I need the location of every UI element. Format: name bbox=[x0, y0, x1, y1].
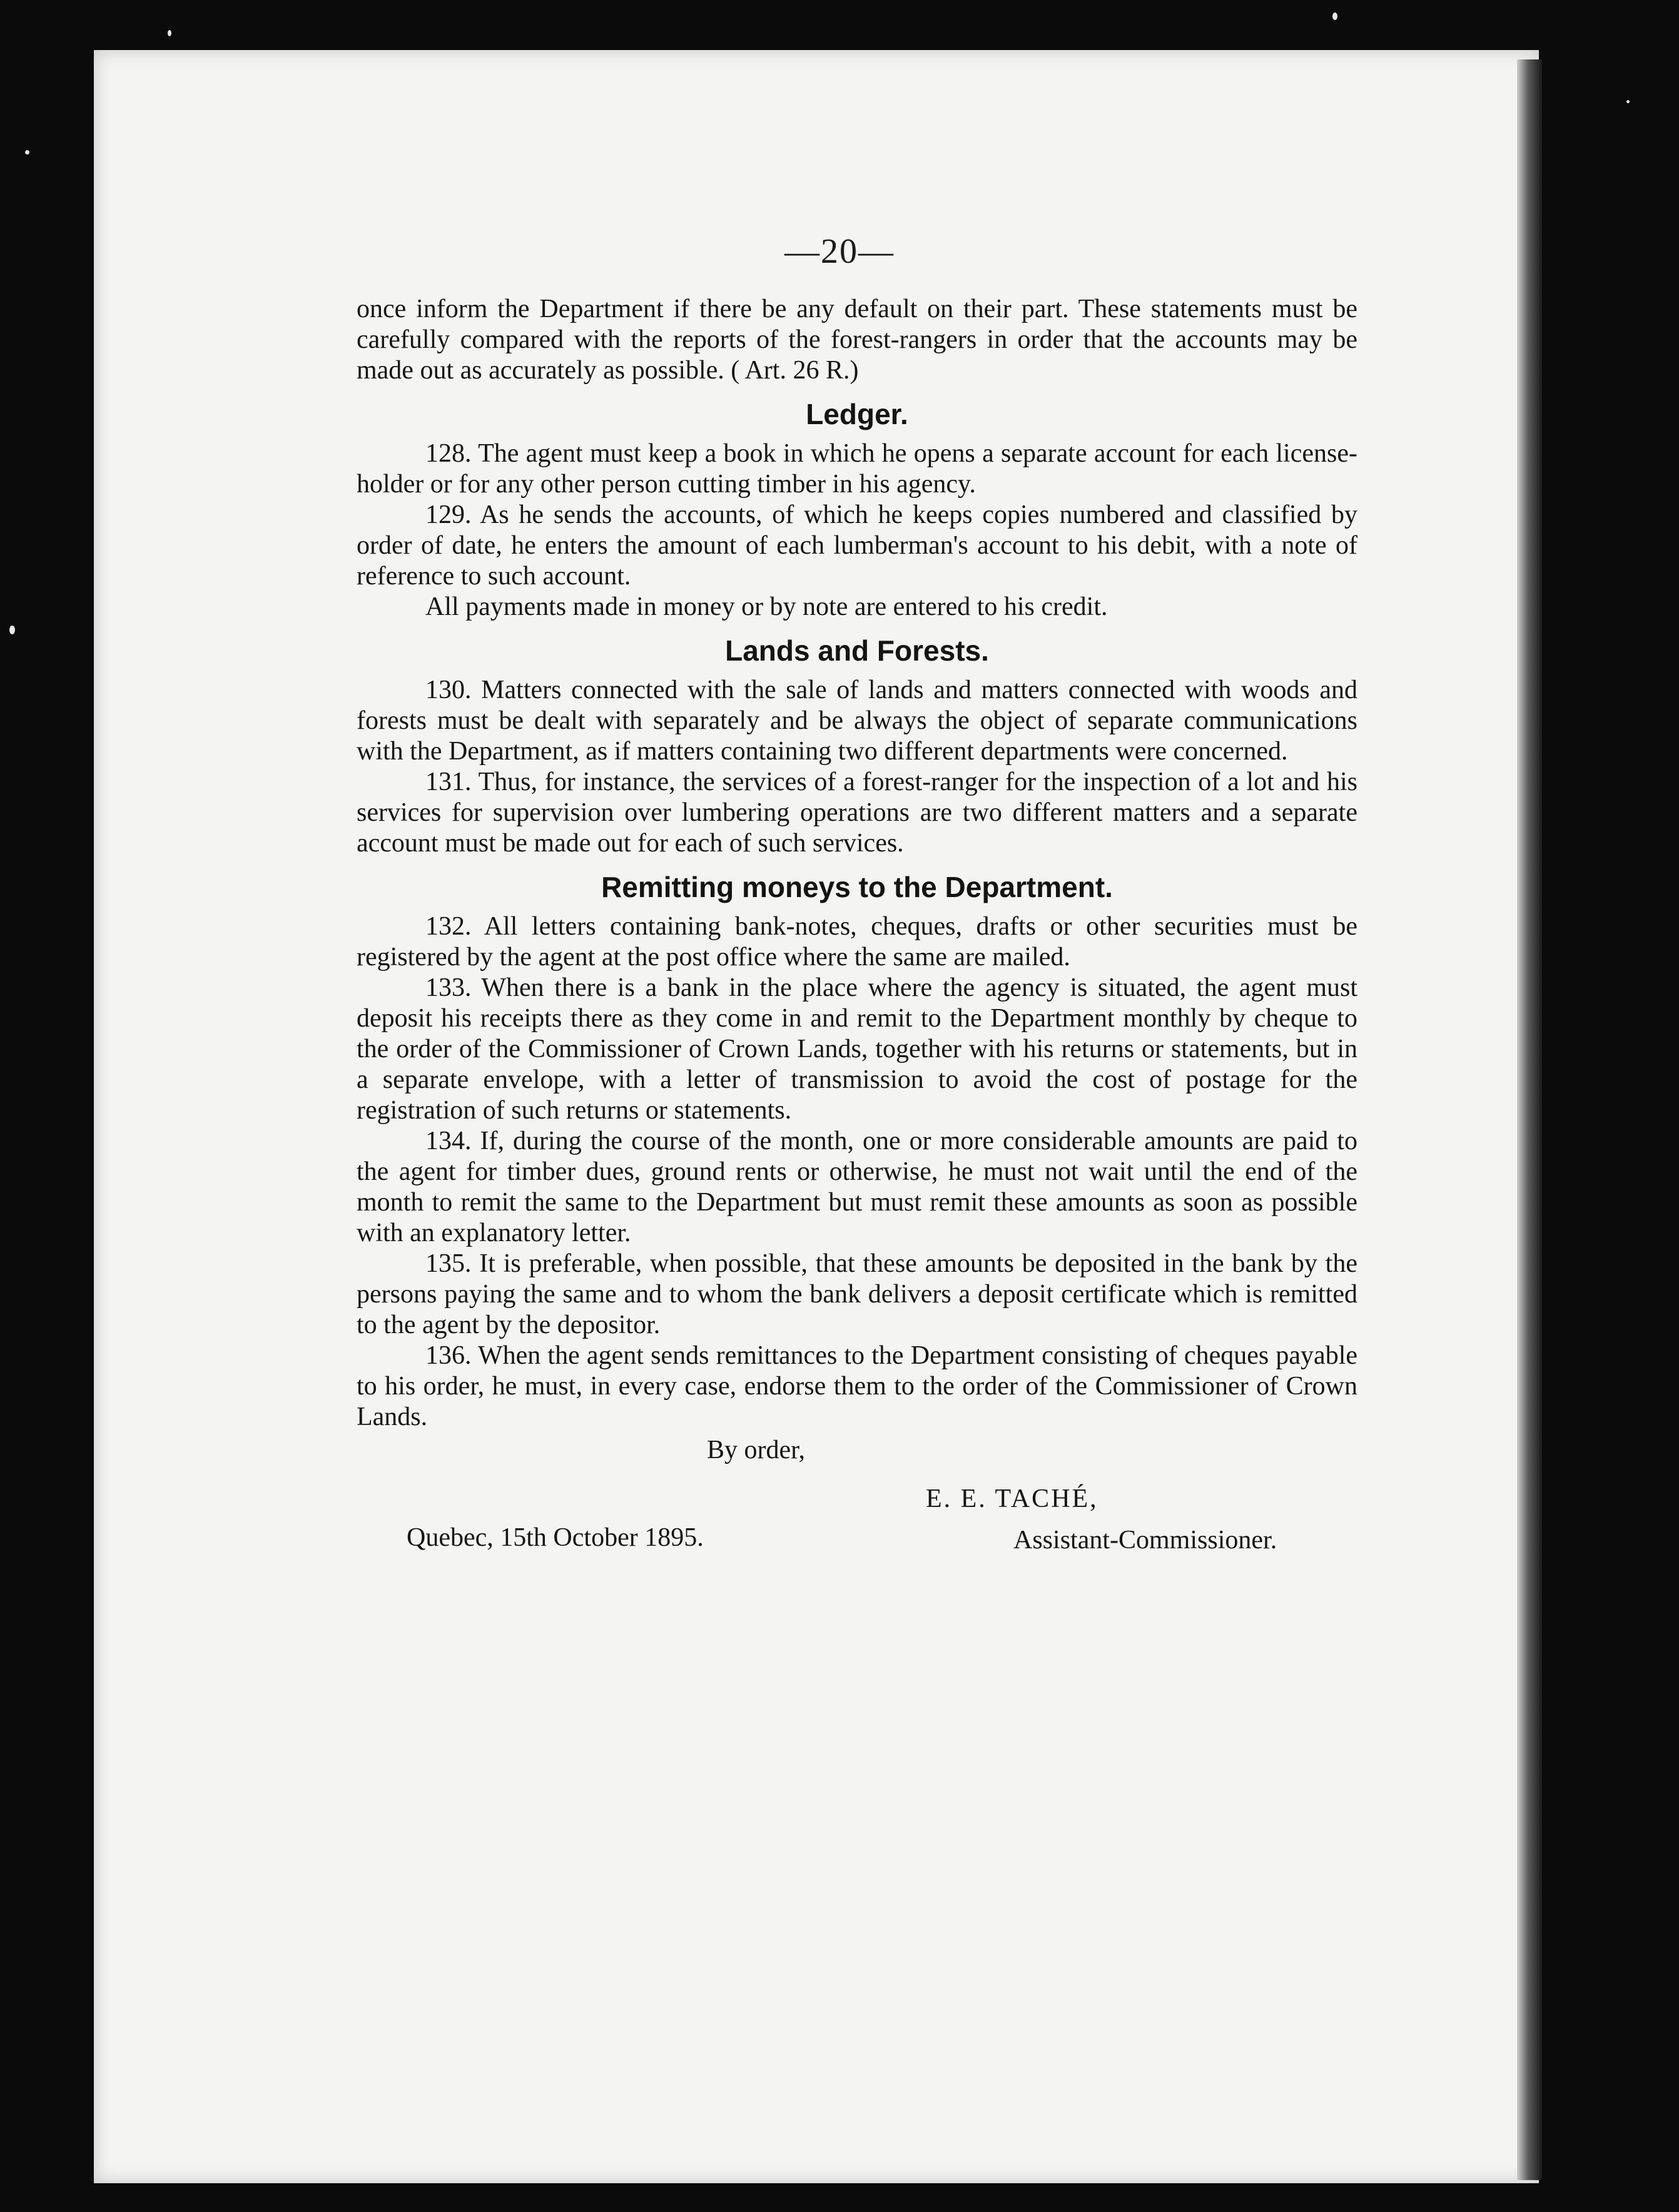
place-and-date: Quebec, 15th October 1895. bbox=[407, 1523, 704, 1552]
document-body bbox=[357, 294, 1357, 1598]
by-order-text: By order, bbox=[707, 1436, 805, 1464]
section-remitting-moneys bbox=[357, 870, 1357, 1433]
section-heading: Ledger. bbox=[806, 398, 908, 430]
scan-speck bbox=[25, 150, 29, 155]
article-129: 129. As he sends the accounts, of which he keeps copies numbered and classified by order of date, he enters the amount of each lumberman's account to his debit, with a note of reference to such account. bbox=[357, 500, 1357, 591]
scan-speck bbox=[9, 626, 15, 634]
article-133: 133. When there is a bank in the place where the agency is situated, the agent must deposit his receipts there as they come in and remit to the Department monthly by cheque to the order of the Commissioner of Crown Lands, together with his returns or statements, but in a separate envelope, with a letter of transmission to avoid the cost of postage for the registration of such returns or statements. bbox=[357, 973, 1357, 1125]
scan-speck bbox=[1626, 100, 1630, 103]
section-heading: Remitting moneys to the Department. bbox=[601, 871, 1113, 903]
article-136: 136. When the agent sends remittances to the Department consisting of cheques payable to his order, he must, in every case, endorse them to the order of the Commissioner of Crown Lands. bbox=[357, 1341, 1357, 1431]
credit-paragraph: All payments made in money or by note are entered to his credit. bbox=[425, 592, 1108, 621]
continuation-paragraph: once inform the Department if there be any default on their part. These statements must be carefully compared with the reports of the forest-rangers in order that the accounts may be made out as accurately as possible. ( Art. 26 R.) bbox=[357, 295, 1357, 385]
article-130: 130. Matters connected with the sale of lands and matters connected with woods and forests must be dealt with separately and be always the object of separate communications with the Department, as if matters containing two different departments were concerned. bbox=[357, 676, 1357, 766]
scan-speck bbox=[168, 30, 171, 36]
section-ledger bbox=[357, 397, 1357, 622]
section-heading: Lands and Forests. bbox=[725, 634, 989, 667]
page-number: —20— bbox=[784, 232, 895, 271]
scan-speck bbox=[1332, 13, 1337, 20]
article-135: 135. It is preferable, when possible, that these amounts be deposited in the bank by the persons paying the same and to whom the bank delivers a deposit certificate which is remitted to the agent by the depositor. bbox=[357, 1249, 1357, 1339]
article-134: 134. If, during the course of the month, one or more considerable amounts are paid to the agent for timber dues, ground rents or otherwise, he must not wait until the end of the month to remit the same to the Department but must remit these amounts as soon as possible with an explanatory letter. bbox=[357, 1127, 1357, 1247]
article-132: 132. All letters containing bank-notes, cheques, drafts or other securities must be registered by the agent at the post office where the same are mailed. bbox=[357, 912, 1357, 972]
section-lands-and-forests bbox=[357, 634, 1357, 859]
signature-block bbox=[357, 1435, 1357, 1598]
article-128: 128. The agent must keep a book in which he opens a separate account for each license-holder or for any other person cutting timber in his agency. bbox=[357, 439, 1357, 499]
signatory-name: E. E. TACHÉ, bbox=[926, 1484, 1098, 1513]
page-binding-edge bbox=[1517, 59, 1542, 2180]
signatory-title: Assistant-Commissioner. bbox=[1013, 1526, 1277, 1555]
article-131: 131. Thus, for instance, the services of a forest-ranger for the inspection of a lot and his services for supervision over lumbering operations are two different matters and a separate account must be made out for each of such services. bbox=[357, 768, 1357, 858]
